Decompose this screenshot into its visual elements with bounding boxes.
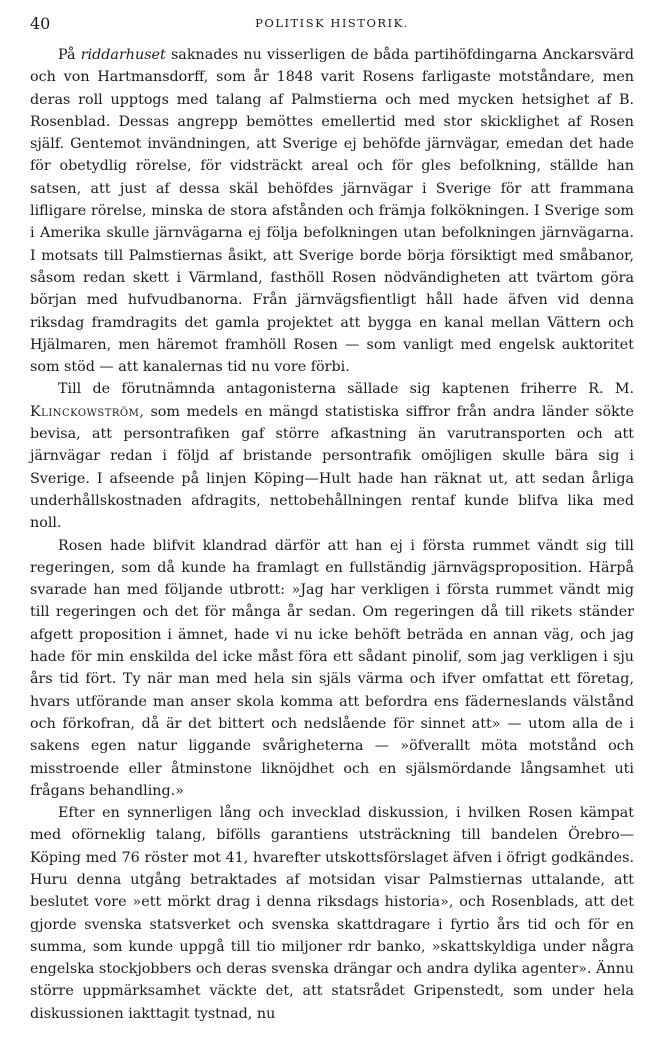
paragraph (30, 44, 634, 378)
paragraph (30, 802, 634, 1025)
page-header (30, 8, 634, 38)
paragraph-text: , som medels en mängd statistiska siffror från andra länder sökte bevisa, att persontrafiken gaf större afkastning än varutransporten och att järnvägar redan i följd af bristande persontrafik omöjligen skulle bära sig i Sverige. I afseende på linjen Köping—Hult hade han räknat ut, att sedan årliga underhållskostnaden afdragits, nettobehållningen rentaf kunde blifva lika med noll. (30, 403, 634, 532)
italic-term-riddarhuset: riddarhuset (80, 47, 166, 63)
body-text (30, 44, 634, 1025)
paragraph-text: Rosen hade blifvit klandrad därför att han ej i första rummet vändt sig till regeringen, som då kunde ha framlagt en fullständig järnvägsproposition. Härpå svarade han med följande utbrott: »Jag har verkligen i första rummet vändt mig till regeringen och det för många år sedan. Om regeringen då till rikets ständer afgett proposition i ämnet, hade vi nu icke behöft beträda en annan väg, och jag hade för min enskilda del icke måst föra ett sådant pinolif, som jag verkligen i sju års tid fört. Ty när man med hela sin själs värma och ifver omfattat ett företag, hvars utförande man anser skola komma att befordra ens fäderneslands välstånd och förkofran, då är det bittert och nedslående för sinnet att» — utom alla de i sakens egen natur liggande svårigheterna — »öfverallt möta motstånd och misstroende eller åtminstone liknöjdhet och en själsmördande långsamhet uti frågans behandling.» (30, 537, 634, 799)
paragraph (30, 378, 634, 534)
paragraph-text: Efter en synnerligen lång och invecklad diskussion, i hvilken Rosen kämpat med oförneklig talang, bifölls garantiens utsträckning till bandelen Örebro—Köping med 76 röster mot 41, hvarefter utskottsförslaget äfven i öfrigt godkändes. Huru denna utgång betraktades af motsidan visar Palmstiernas uttalande, att beslutet vore »ett mörkt drag i denna riksdags historia», och Rosenblads, att det gjorde svenska statsverket och svenska skattdragare i fyrtio års tid och för en summa, som kunde uppgå till tio miljoner rdr banko, »skattskyldiga under några engelska stockjobbers och deras svenska drängar och andra dylika agenter». Ännu större uppmärksamhet väckte det, att statsrådet Gripenstedt, som under hela diskussionen iakttagit tystnad, nu (30, 805, 634, 1022)
page-number: 40 (30, 14, 51, 33)
running-title: POLITISK HISTORIK. (255, 16, 409, 30)
paragraph-text: saknades nu visserligen de båda partihöfdingarna Anckarsvärd och von Hartmansdorff, som år 1848 varit Rosens farligaste motståndare, men deras roll upptogs med talang af Palmstierna och med mycken hetsighet af B. Rosenblad. Dessas angrepp bemöttes emellertid med stor skicklighet af Rosen själf. Gentemot invändningen, att Sverige ej behöfde järnvägar, emedan det hade för obetydlig rörelse, för vidsträckt areal och för gles befolkning, ställde han satsen, att just af dessa skäl behöfdes järnvägar i Sverige för att frammana lifligare rörelse, minska de stora afstånden och främja folkökningen. I Sverige som i Amerika skulle järnvägarna ej följa befolkningen utan befolkningen järnvägarna. I motsats till Palmstiernas åsikt, att Sverige borde börja försiktigt med småbanor, såsom redan skett i Värmland, fasthöll Rosen nödvändigheten att tvärtom göra början med hufvudbanorna. Från järnvägsfientligt håll hade äfven vid denna riksdag framdragits det gamla projektet att bygga en kanal mellan Vättern och Hjälmaren, men häremot framhöll Rosen — som vanligt med engelsk auktoritet som stöd — att kanalernas tid nu vore förbi. (30, 47, 634, 376)
smallcaps-name-klinckowstrom: Klinckowström (30, 403, 140, 420)
paragraph (30, 535, 634, 803)
paragraph-text: Till de förutnämnda antagonisterna sällade sig kaptenen friherre R. M. (58, 381, 634, 398)
paragraph-text: På (58, 47, 81, 63)
